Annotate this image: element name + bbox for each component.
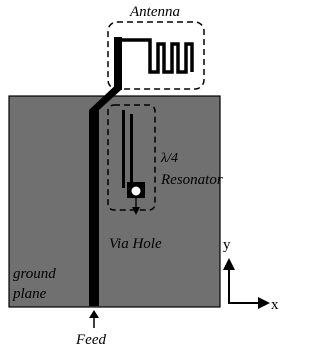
- resonator-stub-inner: [130, 114, 133, 182]
- resonator-stub: [122, 110, 125, 188]
- resonator-label-lambda: λ/4: [161, 151, 178, 166]
- x-axis-arrow-icon: [258, 297, 270, 309]
- ground-label-line2: plane: [13, 286, 47, 302]
- antenna-label: Antenna: [130, 4, 180, 20]
- via-hole-circle: [132, 187, 141, 196]
- ground-label-line1: ground: [13, 266, 56, 282]
- feed-line: [89, 110, 99, 306]
- antenna-dashed-box: [108, 22, 204, 89]
- y-axis-arrow-icon: [223, 258, 235, 270]
- feed-label: Feed: [76, 332, 106, 348]
- feed-arrow-head: [89, 310, 99, 318]
- antenna-meander: [118, 40, 192, 72]
- via-hole-label: Via Hole: [109, 236, 162, 252]
- axis-x-label: x: [271, 297, 279, 313]
- axis-y-label: y: [223, 237, 231, 253]
- antenna-stem: [114, 37, 122, 90]
- resonator-label-text: Resonator: [161, 172, 223, 188]
